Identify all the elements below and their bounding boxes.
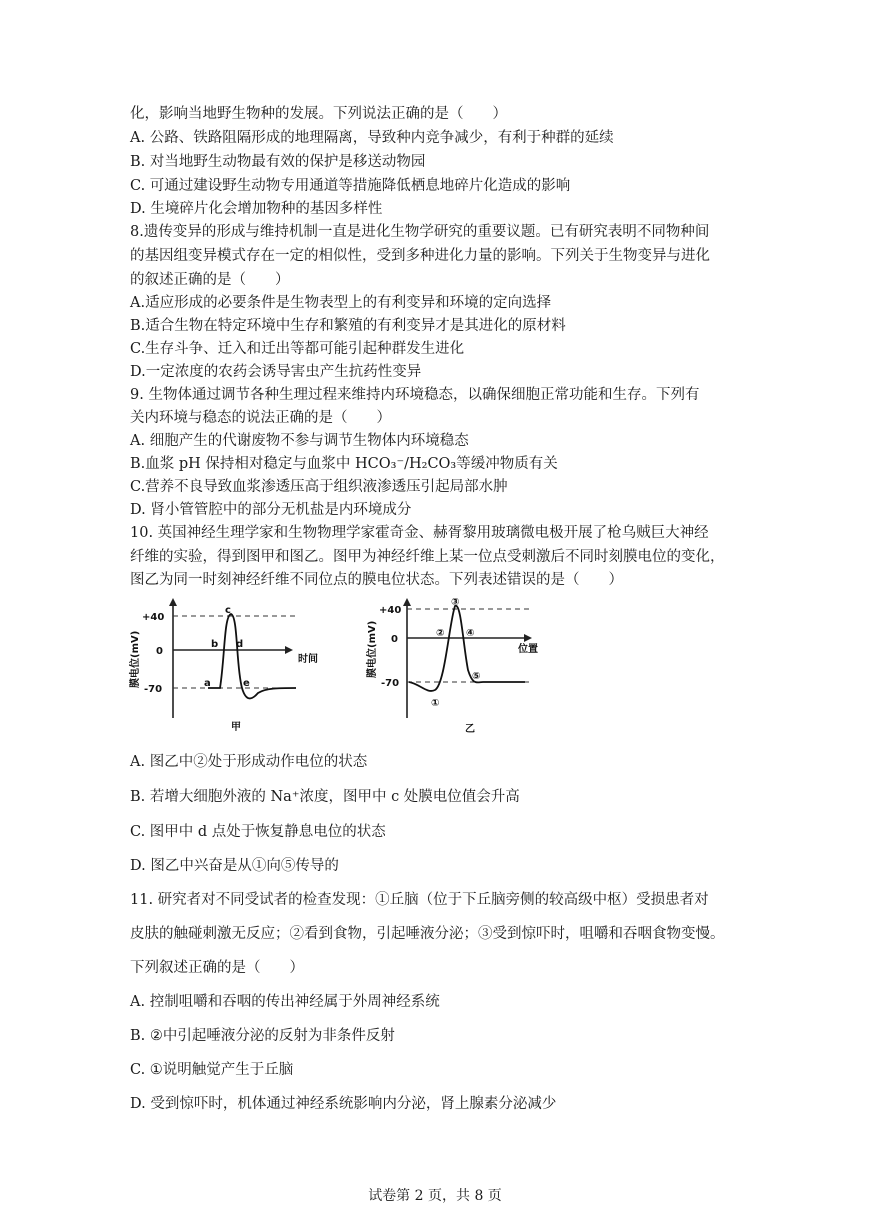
question-9-stem: 关内环境与稳态的说法正确的是（ ）	[130, 410, 391, 426]
tick-label: 0	[156, 646, 163, 657]
option-line: C.生存斗争、迁入和迁出等都可能引起种群发生进化	[130, 341, 465, 357]
x-axis-label: 位置	[518, 644, 538, 655]
option-line: B. 对当地野生动物最有效的保护是移送动物园	[130, 154, 426, 170]
tick-label: 0	[391, 634, 398, 645]
x-axis-arrow-icon	[524, 634, 532, 642]
question-8-stem: 8.遗传变异的形成与维持机制一直是进化生物学研究的重要议题。已有研究表明不同物种间	[130, 224, 710, 240]
option-line: C. 可通过建设野生动物专用通道等措施降低栖息地碎片化造成的影响	[130, 178, 571, 194]
y-axis-label: 膜电位(mV)	[367, 620, 378, 678]
option-line: C.营养不良导致血浆渗透压高于组织液渗透压引起局部水肿	[130, 479, 508, 495]
option-line: D. 生境碎片化会增加物种的基因多样性	[130, 201, 383, 217]
point-label-4: ④	[466, 628, 475, 639]
tick-label: +40	[379, 605, 402, 616]
option-line: B. ②中引起唾液分泌的反射为非条件反射	[130, 1028, 395, 1044]
tick-label: +40	[142, 612, 165, 623]
option-line: D. 图乙中兴奋是从①向⑤传导的	[130, 858, 339, 874]
question-10-stem: 图乙为同一时刻神经纤维不同位点的膜电位状态。下列表述错误的是（ ）	[130, 572, 623, 588]
point-label-2: ②	[436, 628, 445, 639]
point-label-5: ⑤	[472, 671, 481, 682]
option-line: D.一定浓度的农药会诱导害虫产生抗药性变异	[130, 364, 422, 380]
option-line: C. 图甲中 d 点处于恢复静息电位的状态	[130, 824, 386, 840]
question-11-stem: 11. 研究者对不同受试者的检查发现：①丘脑（位于下丘脑旁侧的较高级中枢）受损患者对	[130, 892, 709, 908]
option-line: A.适应形成的必要条件是生物表型上的有利变异和环境的定向选择	[130, 295, 552, 311]
x-axis-label: 时间	[298, 654, 318, 665]
option-line: A. 细胞产生的代谢废物不参与调节生物体内环境稳态	[130, 433, 469, 449]
figure-caption: 乙	[465, 724, 475, 735]
question-8-stem: 的叙述正确的是（ ）	[130, 272, 290, 288]
question-10-stem: 纤维的实验，得到图甲和图乙。图甲为神经纤维上某一位点受刺激后不同时刻膜电位的变化，	[130, 549, 725, 565]
text-line: 化，影响当地野生物种的发展。下列说法正确的是（ ）	[130, 106, 507, 122]
point-label-d: d	[236, 639, 244, 650]
option-line: B.血浆 pH 保持相对稳定与血浆中 HCO₃⁻/H₂CO₃等缓冲物质有关	[130, 456, 558, 472]
x-axis-arrow-icon	[285, 646, 293, 654]
tick-label: -70	[144, 684, 163, 695]
option-line: C. ①说明触觉产生于丘脑	[130, 1062, 294, 1078]
action-potential-curve	[208, 614, 296, 698]
question-10-stem: 10. 英国神经生理学家和生物物理学家霍奇金、赫胥黎用玻璃微电极开展了枪乌贼巨大神经	[130, 525, 709, 541]
point-label-3: ③	[451, 597, 460, 608]
y-axis-arrow-icon	[169, 598, 177, 606]
point-label-1: ①	[431, 698, 440, 709]
question-9-stem: 9. 生物体通过调节各种生理过程来维持内环境稳态，以确保细胞正常功能和生存。下列有	[130, 387, 700, 403]
question-8-stem: 的基因组变异模式存在一定的相似性，受到多种进化力量的影响。下列关于生物变异与进化	[130, 248, 710, 264]
question-11-stem: 下列叙述正确的是（ ）	[130, 960, 304, 976]
membrane-potential-curve	[409, 606, 525, 691]
figure-jia	[128, 596, 318, 736]
question-11-stem: 皮肤的触碰刺激无反应；②看到食物，引起唾液分泌；③受到惊吓时，咀嚼和吞咽食物变慢。	[130, 926, 725, 942]
point-label-c: c	[225, 605, 231, 616]
figure-yi	[365, 594, 565, 740]
option-line: D. 肾小管管腔中的部分无机盐是内环境成分	[130, 502, 412, 518]
page-footer: 试卷第 2 页，共 8 页	[368, 1188, 502, 1204]
option-line: A. 图乙中②处于形成动作电位的状态	[130, 754, 368, 770]
point-label-a: a	[204, 678, 211, 689]
point-label-e: e	[243, 678, 250, 689]
option-line: A. 控制咀嚼和吞咽的传出神经属于外周神经系统	[130, 994, 440, 1010]
option-line: B. 若增大细胞外液的 Na⁺浓度，图甲中 c 处膜电位值会升高	[130, 789, 520, 805]
tick-label: -70	[381, 678, 400, 689]
y-axis-arrow-icon	[403, 598, 411, 606]
option-line: A. 公路、铁路阻隔形成的地理隔离，导致种内竞争减少，有利于种群的延续	[130, 130, 614, 146]
point-label-b: b	[211, 639, 219, 650]
option-line: B.适合生物在特定环境中生存和繁殖的有利变异才是其进化的原材料	[130, 318, 566, 334]
figure-caption: 甲	[231, 722, 241, 733]
y-axis-label: 膜电位(mV)	[130, 630, 141, 688]
option-line: D. 受到惊吓时，机体通过神经系统影响内分泌，肾上腺素分泌减少	[130, 1096, 557, 1112]
